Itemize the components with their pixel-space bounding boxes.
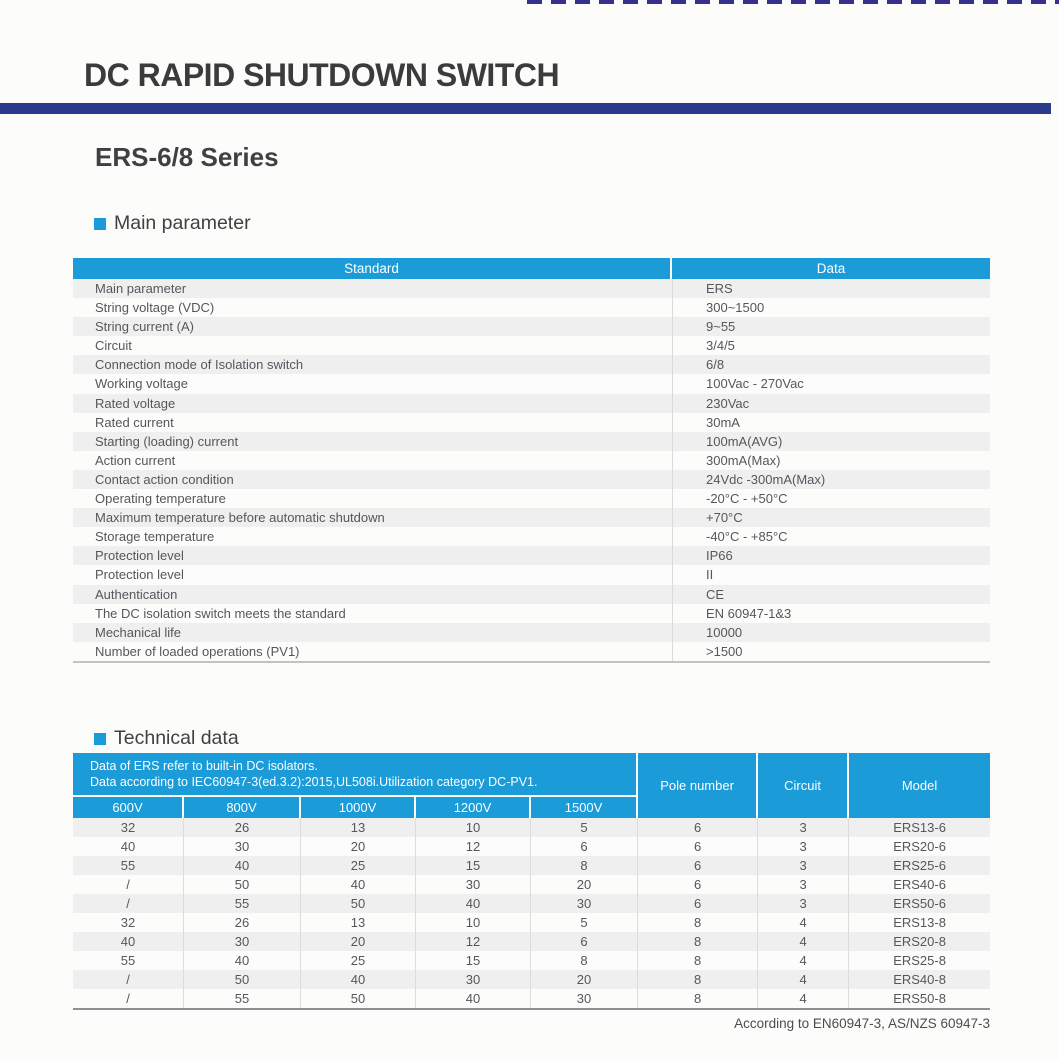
table-cell: 25 — [301, 951, 416, 970]
main-parameter-table-body — [73, 279, 990, 661]
table-cell: 3 — [758, 818, 849, 837]
table-cell: 30 — [416, 970, 531, 989]
table-cell: Starting (loading) current — [73, 432, 672, 451]
table-cell: 20 — [301, 932, 416, 951]
section-heading-main-parameter — [94, 212, 251, 235]
section-heading-technical-data — [94, 727, 239, 750]
header-row — [73, 258, 990, 279]
table-cell: 6 — [531, 932, 638, 951]
table-cell: 6 — [638, 837, 758, 856]
main-parameter-table-head — [73, 258, 990, 279]
table-cell: Authentication — [73, 585, 672, 604]
table-row — [73, 565, 990, 584]
table-row — [73, 913, 990, 932]
table-row — [73, 989, 990, 1008]
table-row — [73, 837, 990, 856]
table-cell: 6 — [638, 856, 758, 875]
table-cell: 26 — [184, 913, 301, 932]
table-row — [73, 894, 990, 913]
table-cell: Working voltage — [95, 376, 188, 392]
table-row — [73, 413, 990, 432]
table-cell: ERS40-6 — [893, 877, 946, 892]
table-cell: Number of loaded operations (PV1) — [95, 643, 300, 659]
table-cell: / — [73, 894, 184, 913]
table-row — [73, 623, 990, 642]
table-cell: 40 — [184, 951, 301, 970]
standards-footnote: According to EN60947-3, AS/NZS 60947-3 — [734, 1016, 990, 1031]
note-line-1: Data of ERS refer to built-in DC isolators. — [90, 759, 318, 773]
section-label: Main parameter — [114, 212, 251, 234]
table-cell: CE — [672, 585, 990, 604]
table-cell: 4 — [758, 951, 849, 970]
table-row — [73, 394, 990, 413]
column-header-circuit: Circuit — [758, 753, 849, 818]
table-cell: 6 — [638, 818, 758, 837]
table-cell: Contact action condition — [73, 470, 672, 489]
table-row — [73, 527, 990, 546]
table-cell: 4 — [758, 932, 849, 951]
table-row — [73, 875, 990, 894]
table-row — [73, 932, 990, 951]
table-cell: 8 — [638, 989, 758, 1008]
table-cell: 8 — [531, 951, 638, 970]
table-cell: 8 — [638, 932, 758, 951]
table-cell: 20 — [531, 875, 638, 894]
table-cell: Mechanical life — [73, 623, 672, 642]
table-cell: ERS13-6 — [849, 818, 990, 837]
table-cell: II — [672, 565, 990, 584]
table-cell: 30 — [531, 989, 638, 1008]
technical-data-table — [73, 753, 990, 1010]
table-cell: 300mA(Max) — [672, 451, 990, 470]
table-cell: ERS25-8 — [893, 953, 946, 968]
table-cell: 100mA(AVG) — [672, 432, 990, 451]
table-cell: 13 — [301, 913, 416, 932]
table-cell: ERS20-6 — [893, 839, 946, 854]
table-cell: -40°C - +85°C — [672, 527, 990, 546]
table-cell: 40 — [73, 837, 184, 856]
table-cell: EN 60947-1&3 — [672, 604, 990, 623]
table-cell: +70°C — [672, 508, 990, 527]
table-cell: ERS — [672, 279, 990, 298]
table-cell: 10 — [416, 818, 531, 837]
table-cell: 4 — [758, 989, 849, 1008]
table-cell: 6 — [638, 894, 758, 913]
column-header-800v: 800V — [184, 797, 301, 818]
table-cell: 15 — [416, 951, 531, 970]
table-cell: 300~1500 — [672, 298, 990, 317]
top-dashed-line — [527, 0, 1059, 4]
table-row — [73, 970, 990, 989]
page-title: DC RAPID SHUTDOWN SWITCH — [84, 57, 560, 93]
table-cell: Rated current — [95, 414, 174, 430]
table-cell: 50 — [301, 989, 416, 1008]
section-bullet-icon — [94, 733, 106, 745]
column-header-standard: Standard — [73, 258, 672, 279]
column-header-pole-number: Pole number — [638, 753, 758, 818]
table-cell: 25 — [301, 856, 416, 875]
table-row — [73, 355, 990, 374]
table-cell: 40 — [301, 875, 416, 894]
table-cell: ERS50-6 — [849, 894, 990, 913]
table-cell: 40 — [73, 932, 184, 951]
table-cell: 6 — [638, 875, 758, 894]
table-cell: 5 — [531, 818, 638, 837]
table-row — [73, 818, 990, 837]
table-cell: 30 — [531, 894, 638, 913]
table-row — [73, 279, 990, 298]
table-cell: 8 — [638, 913, 758, 932]
table-row — [73, 336, 990, 355]
table-cell: ERS40-8 — [849, 970, 990, 989]
table-cell: 30 — [184, 837, 301, 856]
table-cell: 32 — [73, 913, 184, 932]
table-cell: 10000 — [672, 623, 990, 642]
table-cell: ERS13-8 — [893, 915, 946, 930]
table-row — [73, 374, 990, 393]
table-row — [73, 470, 990, 489]
table-row — [73, 508, 990, 527]
table-cell: 5 — [531, 913, 638, 932]
table-cell: 15 — [416, 856, 531, 875]
table-cell: 30 — [416, 875, 531, 894]
header-divider-bar — [0, 103, 1051, 114]
note-line-2: Data according to IEC60947-3(ed.3.2):2015,UL508i.Utilization category DC-PV1. — [90, 775, 538, 789]
column-header-data: Data — [672, 258, 990, 279]
table-cell: 30mA — [672, 413, 990, 432]
table-row — [73, 432, 990, 451]
table-cell: 40 — [416, 894, 531, 913]
table-row — [73, 604, 990, 623]
table-row — [73, 298, 990, 317]
table-cell: String current (A) — [73, 317, 672, 336]
section-bullet-icon — [94, 218, 106, 230]
table-cell: Protection level — [73, 546, 672, 565]
table-row — [73, 585, 990, 604]
table-cell: 12 — [416, 932, 531, 951]
table-cell: Operating temperature — [95, 491, 226, 507]
table-cell: 3 — [758, 894, 849, 913]
table-cell: 32 — [73, 818, 184, 837]
section-label: Technical data — [114, 727, 239, 749]
header-row — [73, 753, 990, 797]
table-cell: 20 — [531, 970, 638, 989]
table-cell: 6 — [531, 837, 638, 856]
table-cell: / — [73, 875, 184, 894]
table-cell: 3 — [758, 837, 849, 856]
table-cell: 6/8 — [672, 355, 990, 374]
table-cell: ERS25-6 — [849, 856, 990, 875]
column-header-600v: 600V — [73, 797, 184, 818]
table-cell: Rated voltage — [73, 394, 672, 413]
table-cell: ERS20-8 — [849, 932, 990, 951]
table-cell: 40 — [184, 856, 301, 875]
table-cell: IP66 — [672, 546, 990, 565]
table-cell: 100Vac - 270Vac — [672, 374, 990, 393]
table-cell: Maximum temperature before automatic shutdown — [73, 508, 672, 527]
table-row — [73, 951, 990, 970]
table-cell: 3/4/5 — [672, 336, 990, 355]
table-row — [73, 856, 990, 875]
table-row — [73, 546, 990, 565]
table-cell: 230Vac — [672, 394, 990, 413]
table-cell: 55 — [184, 989, 301, 1008]
table-cell: / — [73, 970, 184, 989]
table-cell: 4 — [758, 970, 849, 989]
table-cell: 26 — [184, 818, 301, 837]
column-header-1200v: 1200V — [416, 797, 531, 818]
table-cell: 20 — [301, 837, 416, 856]
table-cell: -20°C - +50°C — [672, 489, 990, 508]
table-cell: 40 — [301, 970, 416, 989]
table-cell: String voltage (VDC) — [95, 300, 215, 316]
table-cell: / — [73, 989, 184, 1008]
table-cell: Protection level — [95, 567, 184, 583]
table-row — [73, 317, 990, 336]
table-note — [73, 753, 638, 797]
table-cell: Circuit — [95, 338, 132, 354]
table-cell: 24Vdc -300mA(Max) — [672, 470, 990, 489]
table-cell: 8 — [638, 970, 758, 989]
column-header-1000v: 1000V — [301, 797, 416, 818]
column-header-1500v: 1500V — [531, 797, 638, 818]
table-cell: 3 — [758, 875, 849, 894]
table-cell: 8 — [638, 951, 758, 970]
technical-table-body — [73, 818, 990, 1008]
table-cell: 9~55 — [672, 317, 990, 336]
table-cell: 55 — [184, 894, 301, 913]
series-title: ERS-6/8 Series — [95, 142, 279, 172]
table-cell: Connection mode of Isolation switch — [73, 355, 672, 374]
table-cell: 50 — [301, 894, 416, 913]
table-cell: Action current — [95, 452, 176, 468]
table-cell: 50 — [184, 970, 301, 989]
table-cell: The DC isolation switch meets the standard — [95, 605, 346, 621]
main-parameter-table — [73, 258, 990, 663]
technical-data-table-head — [73, 753, 990, 818]
table-cell: 50 — [184, 875, 301, 894]
table-cell: 10 — [416, 913, 531, 932]
table-cell: 12 — [416, 837, 531, 856]
table-cell: 4 — [758, 913, 849, 932]
table-cell: 30 — [184, 932, 301, 951]
table-cell: Storage temperature — [95, 529, 215, 545]
table-cell: Main parameter — [73, 279, 672, 298]
table-cell: 55 — [73, 951, 184, 970]
table-cell: 13 — [301, 818, 416, 837]
table-row — [73, 451, 990, 470]
table-cell: 8 — [531, 856, 638, 875]
table-cell: >1500 — [672, 642, 990, 661]
table-cell: ERS50-8 — [893, 991, 946, 1006]
table-cell: 55 — [73, 856, 184, 875]
table-row — [73, 489, 990, 508]
table-cell: 3 — [758, 856, 849, 875]
table-cell: 40 — [416, 989, 531, 1008]
column-header-model: Model — [849, 753, 990, 818]
table-row — [73, 642, 990, 661]
